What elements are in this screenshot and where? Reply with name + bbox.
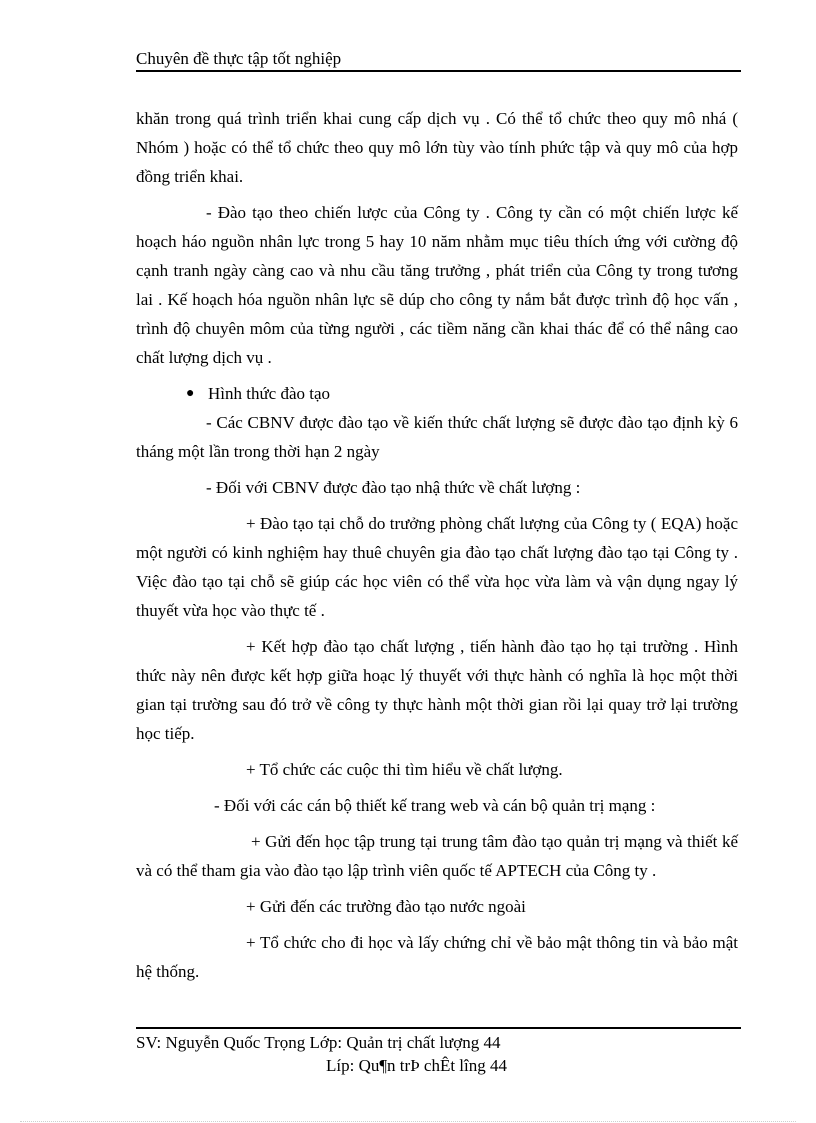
paragraph-9: + Gửi đến học tập trung tại trung tâm đào tạo quản trị mạng và thiết kế và có thể tham gia vào đào tạo lập trình viên quốc tế APTECH của Công ty . bbox=[136, 832, 738, 880]
document-body bbox=[136, 104, 738, 986]
footer-divider bbox=[136, 1027, 741, 1029]
paragraph-2: - Đào tạo theo chiến lược của Công ty . Công ty cần có một chiến lược kế hoạch háo nguồn nhân lực trong 5 hay 10 năm nhằm mục tiêu thích ứng với cường độ cạnh tranh ngày càng cao và nhu cầu tăng trưởng , phát triển của Công ty trong tương lai . Kế hoạch hóa nguồn nhân lực sẽ dúp cho công ty nắm bắt được trình độ học vấn , trình độ chuyên môm của từng người , các tiềm năng cần khai thác để có thể nâng cao chất lượng dịch vụ . bbox=[136, 203, 738, 367]
footer-class-line: Líp: Qu¶n trÞ chÊt lîng 44 bbox=[326, 1056, 507, 1075]
page-header: Chuyên đề thực tập tốt nghiệp bbox=[136, 48, 741, 72]
paragraph-8: - Đối với các cán bộ thiết kế trang web và cán bộ quản trị mạng : bbox=[214, 796, 656, 815]
paragraph-10: + Gửi đến các trường đào tạo nước ngoài bbox=[246, 897, 526, 916]
bullet-item bbox=[136, 379, 738, 408]
footer-student-line: SV: Nguyễn Quốc Trọng Lớp: Quản trị chất lượng 44 bbox=[136, 1033, 501, 1052]
page-bottom-border bbox=[20, 1121, 796, 1122]
paragraph-5: + Đào tạo tại chỗ do trưởng phòng chất lượng của Công ty ( EQA) hoặc một người có kinh nghiệm hay thuê chuyên gia đào tạo chất lượng đào tạo tại Công ty . Việc đào tạo tại chỗ sẽ giúp các học viên có thể vừa học vừa làm và vận dụng ngay lý thuyết vừa học vào thực tế . bbox=[136, 514, 738, 620]
bullet-icon: ● bbox=[186, 386, 195, 401]
paragraph-7: + Tổ chức các cuộc thi tìm hiểu về chất lượng. bbox=[246, 760, 563, 779]
paragraph-1: khăn trong quá trình triển khai cung cấp dịch vụ . Có thể tổ chức theo quy mô nhá ( Nhóm ) hoặc có thể tổ chức theo quy mô lớn tùy vào tính phức tập và quy mô của hợp đồng triển khai. bbox=[136, 109, 738, 186]
bullet-text: Hình thức đào tạo bbox=[208, 384, 331, 403]
paragraph-11: + Tổ chức cho đi học và lấy chứng chỉ về bảo mật thông tin và bảo mật hệ thống. bbox=[136, 933, 738, 981]
paragraph-4: - Đối với CBNV được đào tạo nhậ thức về chất lượng : bbox=[206, 478, 581, 497]
paragraph-6: + Kết hợp đào tạo chất lượng , tiến hành đào tạo họ tại trường . Hình thức này nên được kết hợp giữa hoạc lý thuyết với thực hành có nghĩa là học một thời gian tại trường sau đó trở về công ty thực hành một thời gian rồi lại quay trở lại trường học tiếp. bbox=[136, 637, 738, 743]
paragraph-3: - Các CBNV được đào tạo về kiến thức chất lượng sẽ được đào tạo định kỳ 6 tháng một lần trong thời hạn 2 ngày bbox=[136, 413, 738, 461]
